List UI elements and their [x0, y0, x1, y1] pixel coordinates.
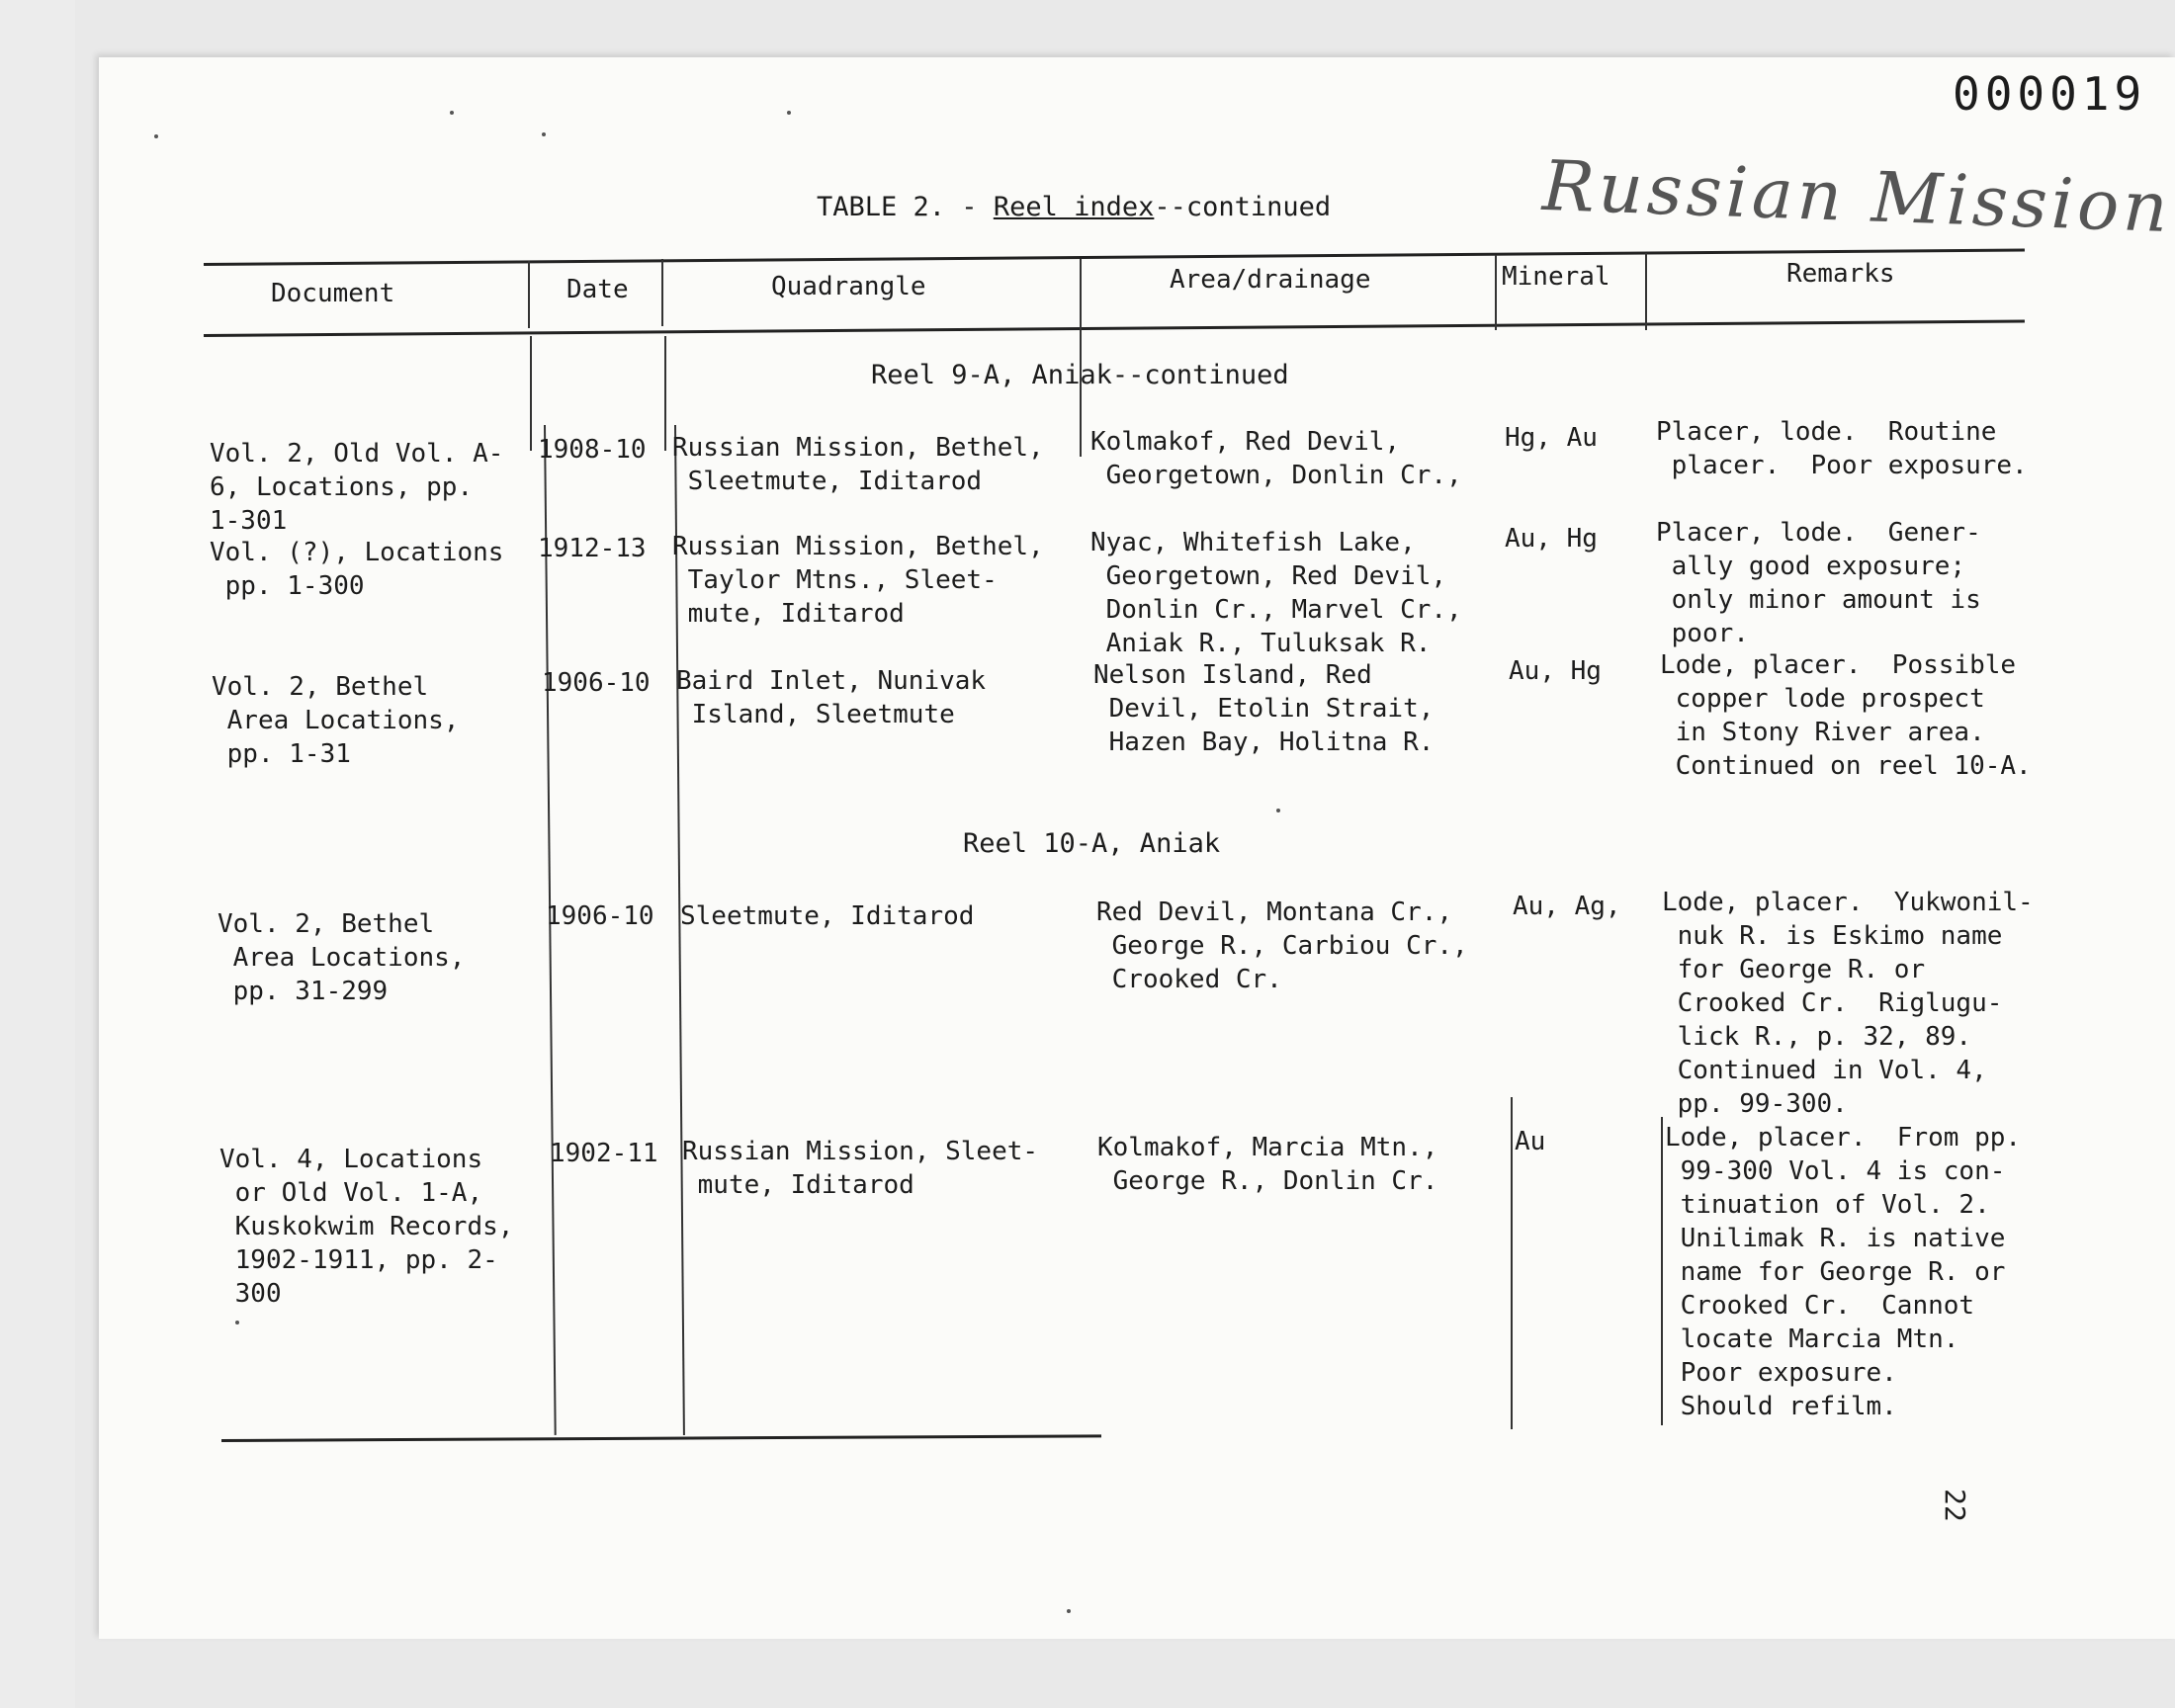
cell-quadrangle: Russian Mission, Sleet- mute, Iditarod — [682, 1137, 1039, 1200]
scan-speck — [1067, 1609, 1071, 1613]
column-divider-document-date-body — [530, 336, 532, 451]
cell-date: 1906-10 — [542, 668, 651, 698]
scan-speck — [154, 134, 158, 138]
cell-remarks: Placer, lode. Gener- ally good exposure; only minor amount is poor. — [1656, 518, 1981, 648]
column-header-document: Document — [271, 279, 395, 308]
cell-date: 1902-11 — [550, 1139, 658, 1168]
scan-speck — [235, 1321, 239, 1324]
title-prefix: TABLE 2. - — [817, 192, 994, 222]
cell-document: Vol. 2, Bethel Area Locations, pp. 1-31 — [212, 672, 460, 769]
column-divider-area-mineral — [1495, 255, 1497, 330]
column-header-remarks: Remarks — [1786, 259, 1895, 289]
document-number: 000019 — [1953, 67, 2147, 121]
scan-speck — [1276, 809, 1280, 812]
cell-area-drainage: Kolmakof, Red Devil, Georgetown, Donlin Cr., — [1090, 427, 1462, 490]
column-divider-date-quadrangle-body — [664, 336, 666, 451]
section-heading-reel-9a: Reel 9-A, Aniak--continued — [871, 360, 1289, 390]
cell-remarks: Placer, lode. Routine placer. Poor exposure. — [1656, 417, 2028, 480]
cell-quadrangle: Sleetmute, Iditarod — [680, 901, 975, 931]
cell-quadrangle: Russian Mission, Bethel, Taylor Mtns., Sleet- mute, Iditarod — [672, 532, 1044, 629]
scan-speck — [787, 111, 791, 115]
cell-area-drainage: Nelson Island, Red Devil, Etolin Strait, Hazen Bay, Holitna R. — [1093, 660, 1435, 757]
title-underlined: Reel index — [993, 192, 1155, 222]
cell-date: 1912-13 — [538, 534, 647, 563]
column-header-date: Date — [566, 275, 629, 304]
cell-document: Vol. 2, Old Vol. A- 6, Locations, pp. 1-301 — [210, 439, 504, 536]
scan-speck — [542, 132, 546, 136]
cell-mineral: Au — [1515, 1127, 1546, 1156]
cell-remarks: Lode, placer. Yukwonil- nuk R. is Eskimo name for George R. or Crooked Cr. Riglugu- lick R., p. 32, 89. Continued in Vol. 4, pp. 99-300. — [1662, 888, 2034, 1119]
cell-document: Vol. (?), Locations pp. 1-300 — [210, 538, 504, 601]
cell-remarks: Lode, placer. Possible copper lode prospect in Stony River area. Continued on reel 10-A. — [1660, 650, 2032, 781]
cell-area-drainage: Kolmakof, Marcia Mtn., George R., Donlin Cr. — [1097, 1133, 1438, 1196]
cell-area-drainage: Nyac, Whitefish Lake, Georgetown, Red Devil, Donlin Cr., Marvel Cr., Aniak R., Tuluksak R. — [1090, 528, 1462, 658]
column-divider-document-date — [528, 261, 530, 328]
cell-mineral: Hg, Au — [1505, 423, 1598, 453]
cell-mineral: Au, Hg — [1505, 524, 1598, 554]
cell-mineral: Au, Ag, — [1513, 892, 1621, 921]
column-header-mineral: Mineral — [1502, 262, 1610, 292]
section-heading-reel-10a: Reel 10-A, Aniak — [963, 828, 1221, 859]
column-divider-quadrangle-area — [1080, 259, 1082, 457]
column-divider-mineral-remarks-body — [1661, 1117, 1663, 1425]
cell-date: 1906-10 — [546, 901, 654, 931]
cell-remarks: Lode, placer. From pp. 99-300 Vol. 4 is con- tinuation of Vol. 2. Unilimak R. is native name for George R. or Crooked Cr. Cannot locate Marcia Mtn. Poor exposure. Should refilm. — [1665, 1123, 2022, 1421]
scan-speck — [450, 111, 454, 115]
cell-document: Vol. 2, Bethel Area Locations, pp. 31-299 — [218, 909, 466, 1006]
table-title — [817, 192, 1331, 222]
column-divider-area-mineral-body — [1511, 1097, 1513, 1429]
cell-mineral: Au, Hg — [1509, 656, 1602, 686]
cell-quadrangle: Baird Inlet, Nunivak Island, Sleetmute — [676, 666, 987, 729]
cell-quadrangle: Russian Mission, Bethel, Sleetmute, Iditarod — [672, 433, 1044, 496]
cell-date: 1908-10 — [538, 435, 647, 465]
title-suffix: --continued — [1154, 192, 1332, 222]
column-header-area-drainage: Area/drainage — [1170, 265, 1371, 295]
page-number: 22 — [1939, 1489, 1971, 1522]
column-header-quadrangle: Quadrangle — [771, 272, 926, 301]
column-divider-date-quadrangle — [661, 259, 663, 326]
scan-margin — [0, 0, 75, 1708]
handwritten-annotation: Russian Mission — [1540, 144, 2173, 249]
cell-document: Vol. 4, Locations or Old Vol. 1-A, Kuskokwim Records, 1902-1911, pp. 2- 300 — [219, 1145, 514, 1309]
column-divider-mineral-remarks — [1645, 253, 1647, 330]
cell-area-drainage: Red Devil, Montana Cr., George R., Carbiou Cr., Crooked Cr. — [1096, 897, 1468, 994]
